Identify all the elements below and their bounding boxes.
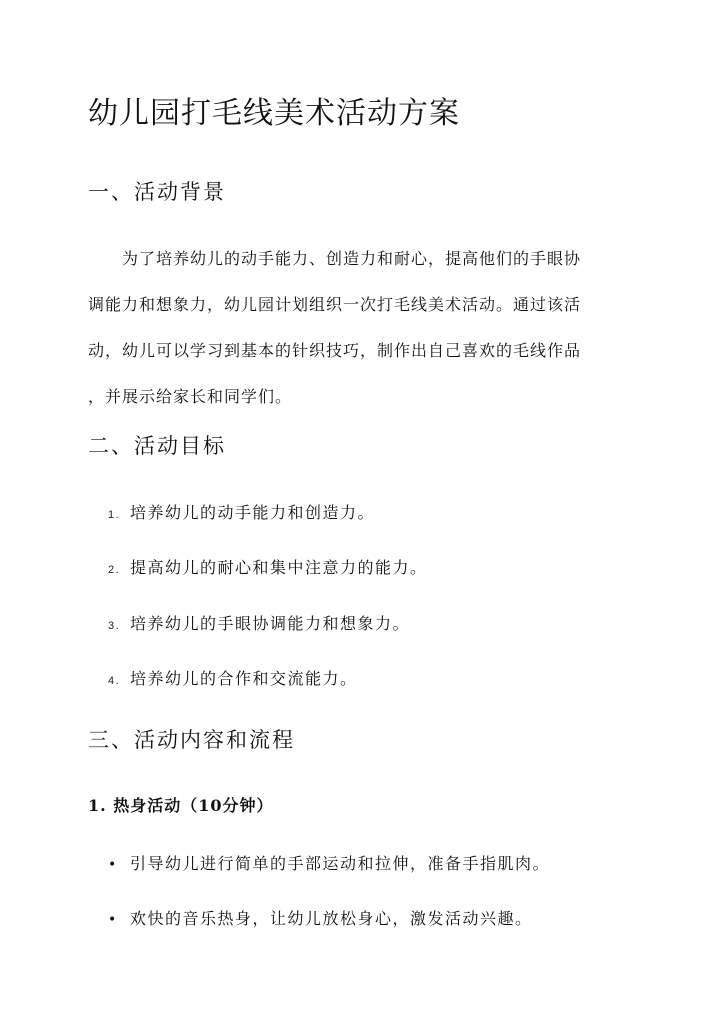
list-number: 4. xyxy=(108,675,121,687)
paragraph-line: 动，幼儿可以学习到基本的针织技巧，制作出自己喜欢的毛线作品 xyxy=(88,341,582,360)
list-number: 1. xyxy=(108,509,121,521)
section-heading-content: 三、活动内容和流程 xyxy=(88,728,295,752)
section-heading-background: 一、活动背景 xyxy=(88,180,226,204)
subsection-heading-warmup: 1. 热身活动（10分钟） xyxy=(88,796,274,815)
document-title: 幼儿园打毛线美术活动方案 xyxy=(88,96,460,131)
list-number: 2. xyxy=(108,564,121,576)
list-number: 3. xyxy=(108,620,121,632)
bullet-mark: • xyxy=(108,912,118,928)
bullet-mark: • xyxy=(108,857,118,873)
list-item-text: 培养幼儿的动手能力和创造力。 xyxy=(130,503,376,522)
goal-list-item xyxy=(108,611,410,634)
paragraph-line: 调能力和想象力，幼儿园计划组织一次打毛线美术活动。通过该活 xyxy=(88,295,582,314)
list-item-text: 提高幼儿的耐心和集中注意力的能力。 xyxy=(130,558,428,577)
list-item-text: 培养幼儿的合作和交流能力。 xyxy=(130,669,358,688)
section-heading-goals: 二、活动目标 xyxy=(88,434,226,458)
goal-list-item xyxy=(108,500,375,523)
list-item-text: 培养幼儿的手眼协调能力和想象力。 xyxy=(130,614,411,633)
bullet-list-item xyxy=(108,906,533,929)
goal-list-item xyxy=(108,666,358,689)
list-item-text: 引导幼儿进行简单的手部运动和拉伸，准备手指肌肉。 xyxy=(130,854,551,873)
paragraph-line: ，并展示给家长和同学们。 xyxy=(88,387,293,406)
background-paragraph xyxy=(88,236,636,420)
bullet-list-item xyxy=(108,851,550,874)
paragraph-line: 为了培养幼儿的动手能力、创造力和耐心，提高他们的手眼协 xyxy=(122,249,582,268)
goal-list-item xyxy=(108,555,428,578)
list-item-text: 欢快的音乐热身，让幼儿放松身心，激发活动兴趣。 xyxy=(130,909,533,928)
